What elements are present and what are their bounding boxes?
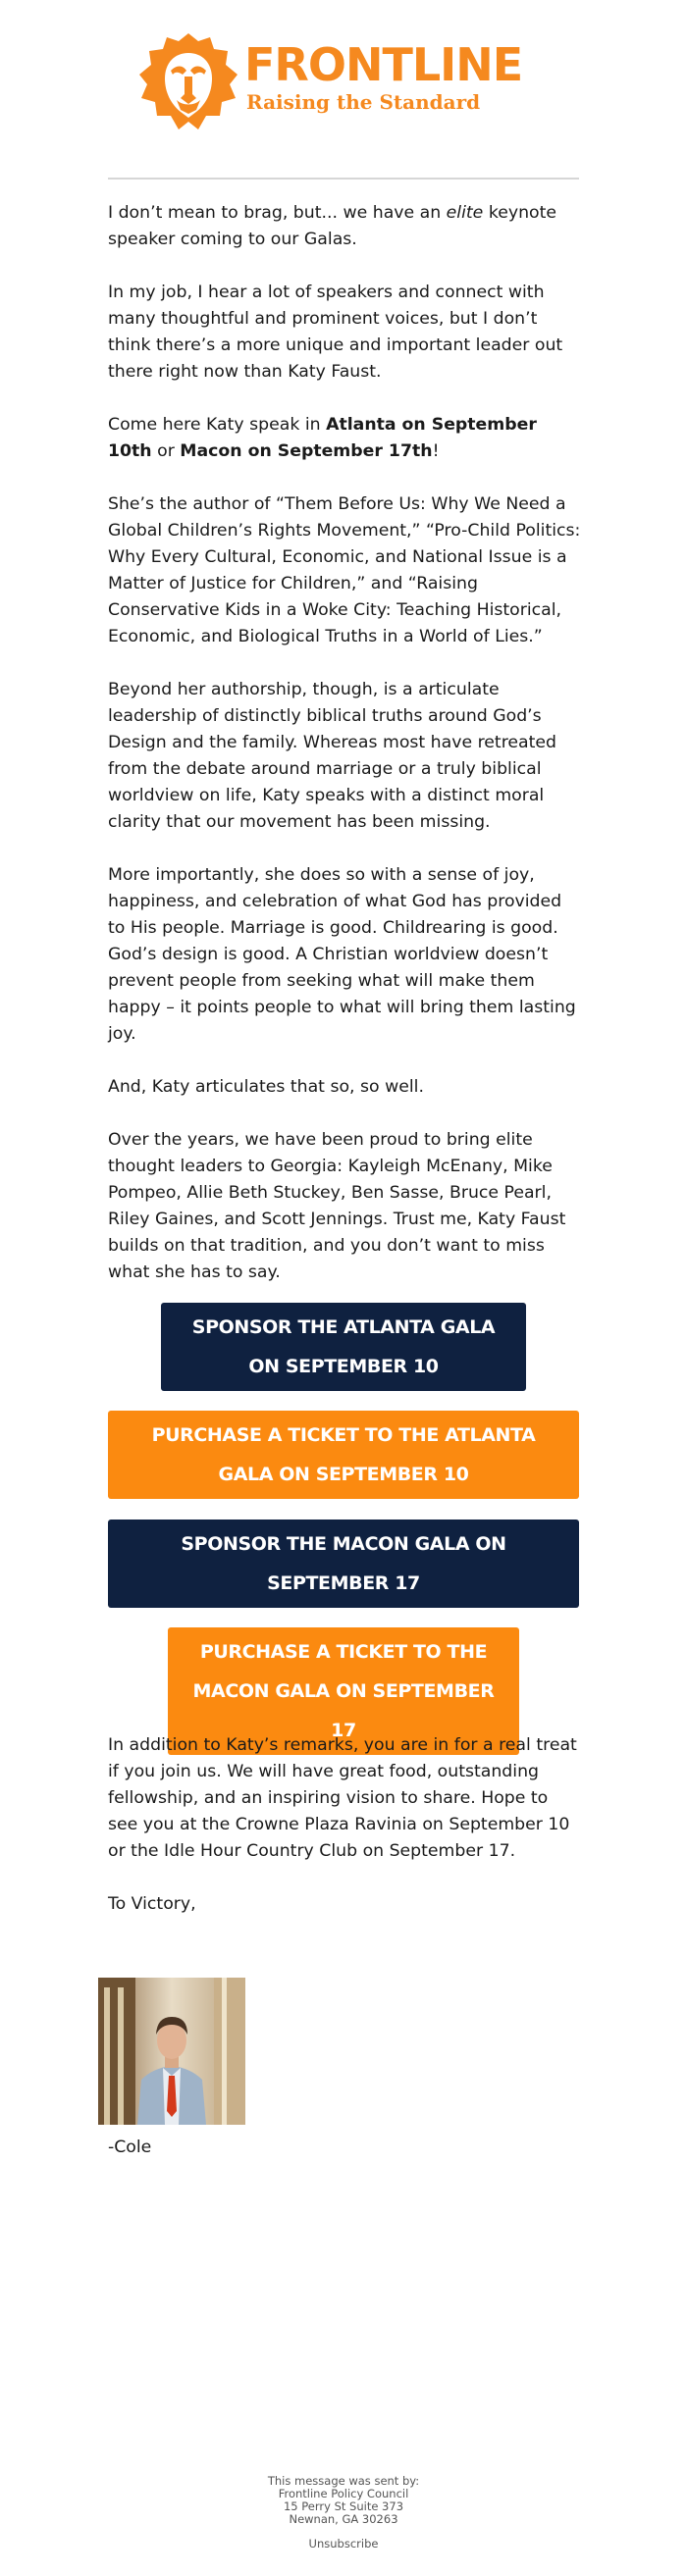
- street-address: 15 Perry St Suite 373: [283, 2499, 404, 2513]
- sponsor-macon-button[interactable]: SPONSOR THE MACON GALA ON SEPTEMBER 17: [108, 1520, 579, 1608]
- sent-by-label: This message was sent by:: [267, 2474, 420, 2488]
- org-name: Frontline Policy Council: [278, 2487, 409, 2500]
- ticket-atlanta-button[interactable]: PURCHASE A TICKET TO THE ATLANTA GALA ON SEPTEMBER 10: [108, 1411, 579, 1499]
- frontline-logo: [137, 31, 559, 133]
- paragraph-joy: More importantly, she does so with a sense of joy, happiness, and celebration of what God has provided to His people. Marriage is good. Childrearing is good. God’s design is good. A Christian worldview doesn’t prevent people from seeking what will make them happy – it points people to what will bring them lasting joy.: [108, 865, 576, 1044]
- author-photo: [98, 1978, 245, 2125]
- logo-wordmark: FRONTLINE: [244, 38, 523, 91]
- lion-icon: [137, 31, 239, 133]
- paragraph-event-dates: [108, 412, 581, 465]
- sponsor-atlanta-button[interactable]: SPONSOR THE ATLANTA GALA ON SEPTEMBER 10: [161, 1303, 526, 1391]
- text: or: [151, 441, 181, 461]
- text: !: [432, 441, 440, 461]
- email-footer: [0, 2475, 687, 2550]
- text-emphasis: elite: [446, 203, 484, 223]
- email-body: [108, 200, 581, 1313]
- logo-tagline: Raising the Standard: [246, 90, 481, 114]
- paragraph-intro: [108, 200, 581, 253]
- text: Come here Katy speak in: [108, 415, 327, 435]
- paragraph-articulates: And, Katy articulates that so, so well.: [108, 1077, 424, 1097]
- text: keynote speaker coming to our Galas.: [108, 203, 557, 249]
- email-closing: [108, 1732, 581, 1944]
- paragraph-invitation: In addition to Katy’s remarks, you are in for a real treat if you join us. We will have great food, outstanding fellowship, and an inspiring vision to share. Hope to see you at the Crowne Plaza Ravinia on September 10 or the Idle Hour Country Club on September 17.: [108, 1735, 577, 1861]
- text: I don’t mean to brag, but... we have an: [108, 203, 447, 223]
- paragraph-leadership: Beyond her authorship, though, is a articulate leadership of distinctly biblical truths around God’s Design and the family. Whereas most have retreated from the debate around marriage or a truly biblical worldview on life, Katy speaks with a distinct moral clarity that our movement has been missing.: [108, 680, 557, 832]
- city-state-zip: Newnan, GA 30263: [289, 2512, 398, 2526]
- macon-date: Macon on September 17th: [180, 441, 433, 461]
- header-divider: [108, 178, 579, 180]
- paragraph-books: She’s the author of “Them Before Us: Why We Need a Global Children’s Rights Movement,” “Pro-Child Politics: Why Every Cultural, Economic, and National Issue is a Matter of Justice for Children,” and “Raising Conservative Kids in a Woke City: Teaching Historical, Economic, and Biological Truths in a World of Lies.”: [108, 494, 581, 646]
- unsubscribe-link[interactable]: Unsubscribe: [308, 2537, 379, 2550]
- atlanta-date: Atlanta on September 10th: [108, 415, 537, 461]
- paragraph-speakers: In my job, I hear a lot of speakers and connect with many thoughtful and prominent voices, but I don’t think there’s a more unique and important leader out there right now than Katy Faust.: [108, 283, 563, 382]
- paragraph-tradition: Over the years, we have been proud to bring elite thought leaders to Georgia: Kayleigh McEnany, Mike Pompeo, Allie Beth Stuckey, Ben Sasse, Bruce Pearl, Riley Gaines, and Scott Jennings. Trust me, Katy Faust builds on that tradition, and you don’t want to miss what she has to say.: [108, 1130, 566, 1282]
- sign-off: To Victory,: [108, 1894, 196, 1914]
- ticket-macon-button[interactable]: PURCHASE A TICKET TO THE MACON GALA ON SEPTEMBER 17: [168, 1627, 519, 1755]
- signature: -Cole: [108, 2138, 152, 2157]
